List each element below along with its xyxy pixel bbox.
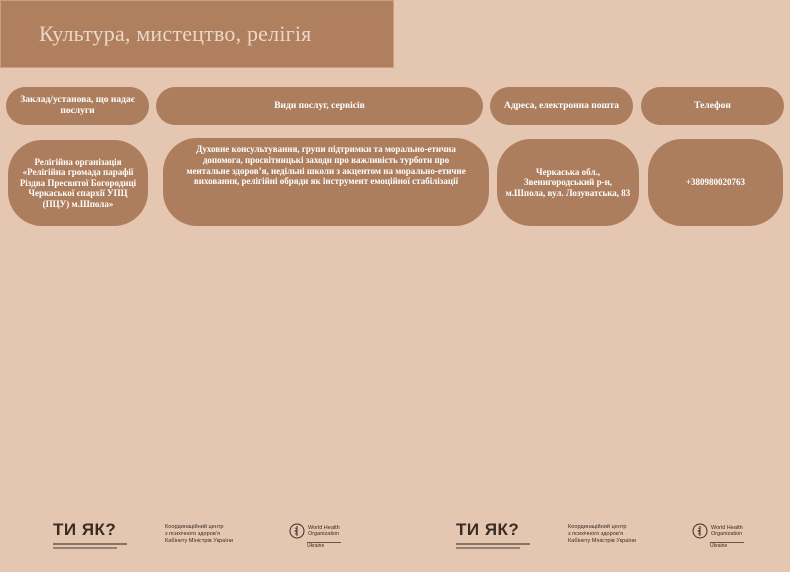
coordination-center-logo: Координаційний центр з психічного здоров’я Кабінету Міністрів України — [165, 524, 234, 544]
services-text: Духовне консультування, групи підтримки та морально-етична допомога, просвітницькі заходи про важливість турботи про ментальне здоров’я, недільні школи з акцентом на морально-етичне виховання, релігійні обряди як інструмент емоційної стабілізації — [186, 144, 466, 187]
address-text: Черкаська обл., Звенигородський р-н, м.Шпола, вул. Лозуватська, 83 — [505, 166, 631, 198]
header-institution-label: Заклад/установа, що надає послуги — [20, 95, 135, 116]
header-institution — [6, 87, 149, 125]
page-title: Культура, мистецтво, релігія — [39, 21, 312, 46]
header-phone — [641, 87, 784, 125]
who-name: World Health Organization — [308, 524, 340, 537]
ti-yak-logo — [456, 521, 530, 549]
header-address — [490, 87, 633, 125]
who-country: Ukraine — [307, 542, 341, 549]
table-cell-institution — [8, 140, 148, 226]
phone-text: +380980020763 — [685, 177, 746, 188]
ti-yak-tagline-line — [456, 547, 520, 549]
table-cell-services — [163, 138, 489, 226]
institution-text: Релігійна організація «Релігійна громада парафії Різдва Пресвятої Богородиці Черкаської єпархії УПЦ (ПЦУ) м.Шпола» — [19, 157, 137, 209]
ti-yak-wordmark: ТИ ЯК? — [53, 520, 117, 539]
table-cell-phone — [648, 139, 783, 226]
header-phone-label: Телефон — [694, 100, 731, 111]
ti-yak-logo — [53, 521, 127, 549]
ti-yak-tagline-line — [53, 547, 117, 549]
table-cell-address — [497, 139, 639, 226]
ti-yak-tagline-line — [53, 543, 127, 545]
coordination-center-logo: Координаційний центр з психічного здоров’я Кабінету Міністрів України — [568, 524, 637, 544]
who-emblem-icon — [692, 523, 708, 539]
title-banner — [0, 0, 394, 68]
header-services — [156, 87, 483, 125]
header-address-label: Адреса, електронна пошта — [503, 100, 620, 111]
who-country: Ukraine — [710, 542, 744, 549]
who-name: World Health Organization — [711, 524, 743, 537]
ti-yak-tagline-line — [456, 543, 530, 545]
who-logo — [692, 523, 744, 549]
header-services-label: Види послуг, сервісів — [274, 100, 365, 111]
who-logo — [289, 523, 341, 549]
who-emblem-icon — [289, 523, 305, 539]
ti-yak-wordmark: ТИ ЯК? — [456, 520, 520, 539]
